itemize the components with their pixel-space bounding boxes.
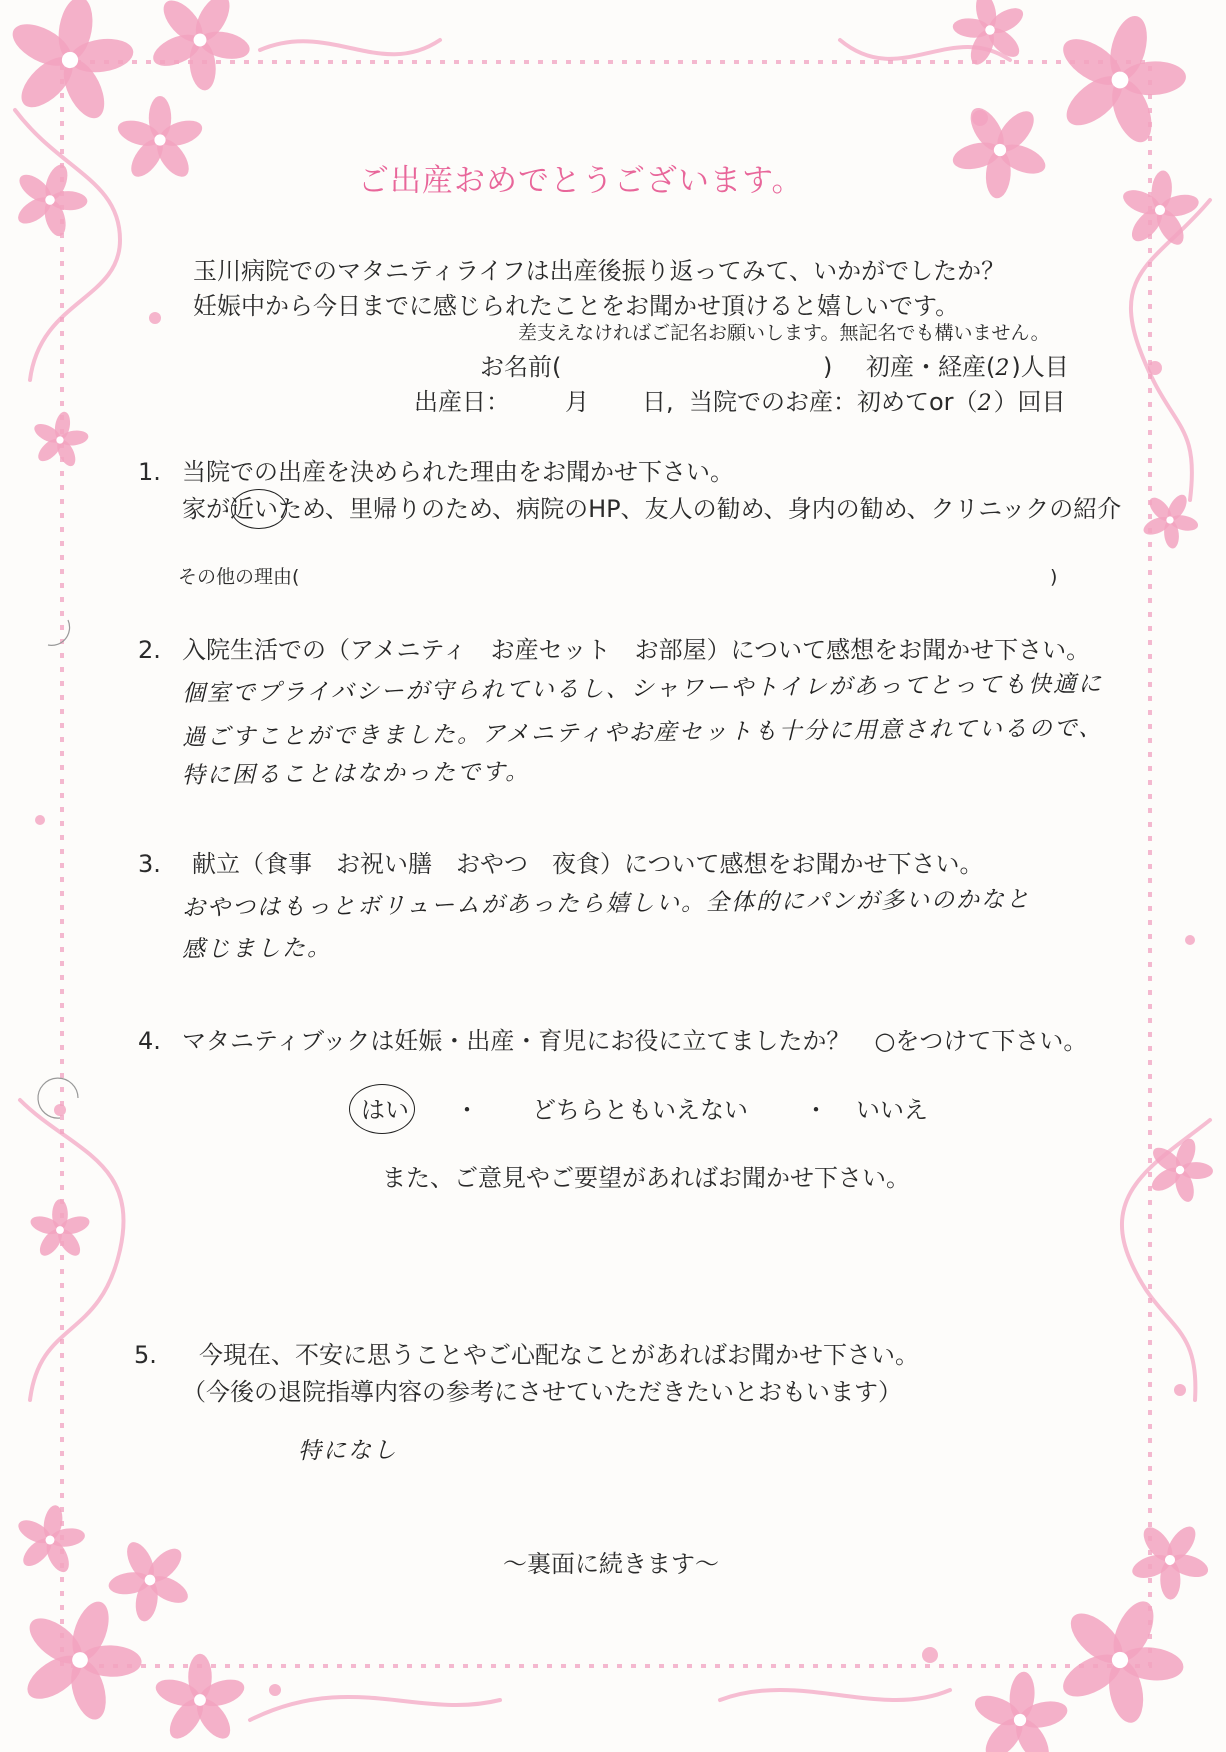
anonymity-note: 差支えなければご記名お願いします。無記名でも構いません。 [518,322,1050,344]
decor-swirl [720,1690,950,1700]
q1-other-close: ) [1050,566,1058,588]
q5-answer: 特になし [297,1437,399,1465]
flower-icon [1115,1504,1226,1614]
decor-dot [35,815,45,825]
decor-dot [269,1684,281,1696]
q4-separator-1: ・ [455,1096,479,1124]
intro-line-1: 玉川病院でのマタニティライフは出産後振り返ってみて、いかがでしたか？ [193,257,1006,285]
birth-count-label-a: 当院でのお産：初めてor（ [689,388,978,416]
q3-answer-line-2: 感じました。 [181,935,333,963]
flower-icon [966,1667,1074,1752]
decor-swirl [1131,200,1210,500]
birth-count-row [689,390,1066,415]
flower-icon [2,152,99,247]
birth-date-label: 出産日： [414,388,510,416]
q5-number: 5. [134,1341,157,1369]
q3-answer-line-1: おやつはもっとボリュームがあったら嬉しい。全体的にパンが多いのかなと [181,886,1032,922]
q3-number: 3. [138,850,161,878]
flower-icon [1131,481,1210,559]
q2-question: 入院生活での（アメニティ お産セット お部屋）について感想をお聞かせ下さい。 [182,636,1091,664]
birth-count-label-b: ）回目 [993,388,1066,416]
q2-answer-line-2: 過ごすことができました。アメニティやお産セットも十分に用意されているので、 [181,715,1104,751]
parity-row [866,355,1069,380]
decor-swirl [260,40,440,54]
q5-subtext: （今後の退院指導内容の参考にさせていただきたいとおもいます） [182,1378,902,1406]
q4-hand-circle-mark [349,1084,415,1134]
q1-options [182,497,1121,521]
birth-day-label: 日, [642,388,674,416]
q2-answer-line-1: 個室でプライバシーが守られているし、シャワーやトイレがあってとっても快適に [181,671,1104,707]
flower-icon [0,0,146,132]
flower-icon [940,0,1042,81]
q1-hand-circle-mark [231,489,287,529]
q3-question: 献立（食事 お祝い膳 おやつ 夜食）について感想をお聞かせ下さい。 [192,850,984,878]
decor-dot [1174,1384,1186,1396]
flower-icon [1038,0,1203,159]
q1-option-circled: 近い [230,495,278,523]
decor-dot [54,1104,66,1116]
birth-month-label: 月 [565,388,589,416]
flower-icon [131,0,271,108]
name-field-label: お名前( [480,353,562,381]
q1-number: 1. [138,458,161,486]
intro-line-2: 妊娠中から今日までに感じられたことをお聞かせ頂けると嬉しいです。 [193,292,960,320]
name-field-close: ) [823,353,833,381]
parity-label-b: )人目 [1011,353,1069,381]
q5-question: 今現在、不安に思うことやご心配なことがあればお聞かせ下さい。 [199,1341,919,1369]
q1-question: 当院での出産を決められた理由をお聞かせ下さい。 [182,458,734,486]
continued-note: ～裏面に続きます～ [503,1550,719,1578]
parity-value: 2 [995,356,1012,381]
q1-other-label: その他の理由( [178,566,300,588]
flower-icon [1116,167,1204,251]
flower-icon [26,407,94,472]
q4-choice-no: いいえ [856,1096,928,1124]
q1-options-rest: ため、里帰りのため、病院のHP、友人の勧め、身内の勧め、クリニックの紹介 [278,495,1122,523]
q2-answer-line-3: 特に困ることはなかったです。 [181,759,531,789]
q2-number: 2. [138,636,161,664]
q4-number: 4. [138,1027,161,1055]
decor-dot [972,110,988,126]
q4-choice-neutral: どちらともいえない [532,1096,748,1124]
decor-swirl [250,1697,500,1720]
flower-icon [28,1199,91,1259]
flower-icon [115,96,206,182]
q4-followup: また、ご意見やご要望があればお聞かせ下さい。 [382,1164,910,1192]
parity-label-a: 初産・経産( [866,353,996,381]
page-title: ご出産おめでとうございます。 [358,163,804,199]
flower-icon [8,1499,91,1579]
birth-count-value: 2 [977,391,994,416]
decor-dot [1185,935,1195,945]
decor-swirl [15,110,120,380]
decor-dot [922,1647,938,1663]
flower-icon [932,81,1069,218]
q4-separator-2: ・ [804,1096,828,1124]
q4-question: マタニティブックは妊娠・出産・育児にお役に立てましたか？ ○をつけて下さい。 [182,1027,1088,1055]
q4-choice-yes: はい [361,1096,409,1124]
decor-dot [149,312,161,324]
q1-options-prefix: 家が [182,495,230,523]
binder-hole-mark [48,620,70,645]
flower-icon [152,1654,247,1744]
flower-icon [91,1520,210,1639]
